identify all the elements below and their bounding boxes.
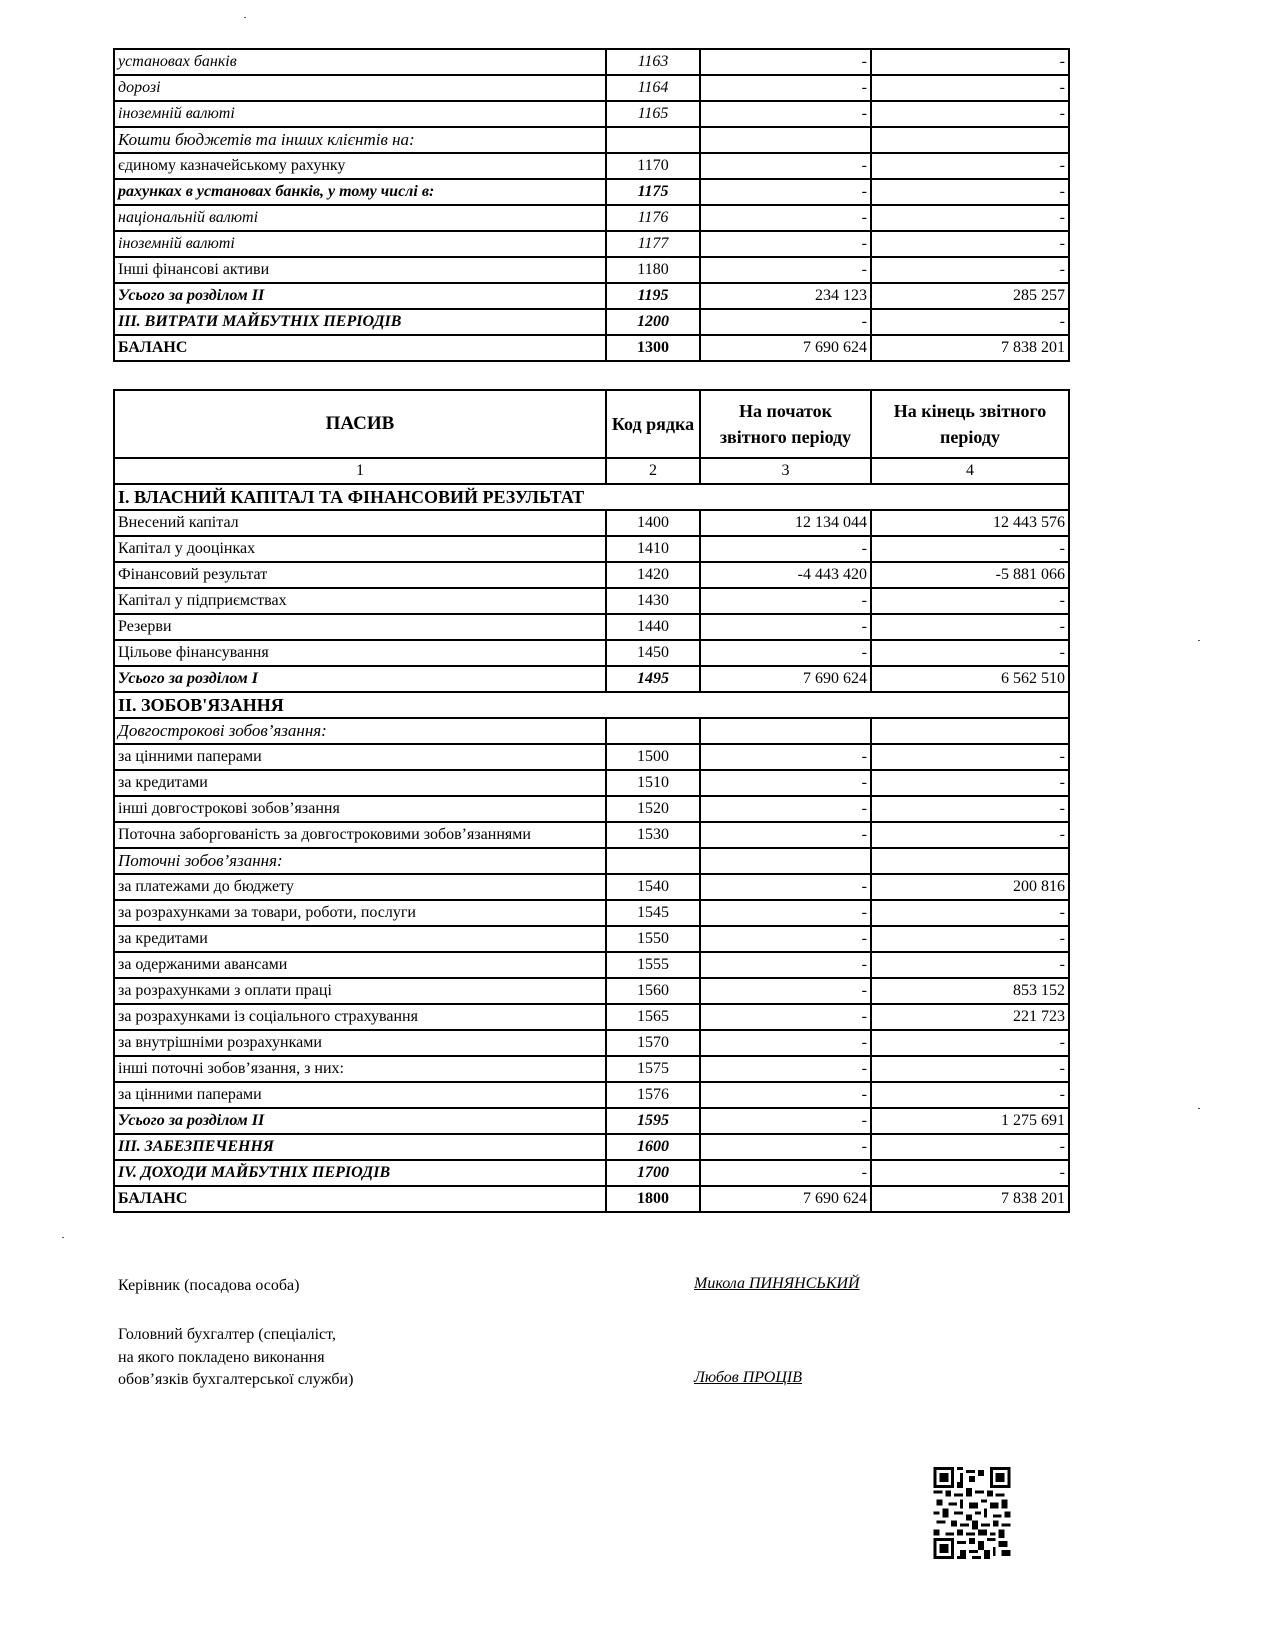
row-code: 1700 [606, 1160, 700, 1186]
value-period-end: - [871, 1160, 1069, 1186]
row-code: 1300 [606, 335, 700, 361]
table-row [114, 614, 1069, 640]
row-code: 1570 [606, 1030, 700, 1056]
value-period-end: - [871, 640, 1069, 666]
row-code: 1200 [606, 309, 700, 335]
value-period-end [871, 848, 1069, 874]
row-code: 1195 [606, 283, 700, 309]
row-code: 1530 [606, 822, 700, 848]
row-code: 1600 [606, 1134, 700, 1160]
row-label: установах банків [114, 49, 606, 75]
value-period-end: 7 838 201 [871, 1186, 1069, 1212]
row-code: 1177 [606, 231, 700, 257]
row-label: Інші фінансові активи [114, 257, 606, 283]
value-period-start [700, 848, 871, 874]
value-period-end: - [871, 770, 1069, 796]
value-period-start: 7 690 624 [700, 1186, 871, 1212]
row-label: рахунках в установах банків, у тому числі в: [114, 179, 606, 205]
table-row [114, 1004, 1069, 1030]
row-label: Внесений капітал [114, 510, 606, 536]
row-code: 1595 [606, 1108, 700, 1134]
row-label: іноземній валюті [114, 231, 606, 257]
table-row [114, 283, 1069, 309]
row-code: 1420 [606, 562, 700, 588]
column-number: 4 [871, 458, 1069, 484]
row-label: БАЛАНС [114, 1186, 606, 1212]
liabilities-table [113, 389, 1070, 1213]
accountant-title-line2: на якого покладено виконання [118, 1349, 325, 1366]
table-row [114, 562, 1069, 588]
table-row [114, 1186, 1069, 1212]
table-row [114, 49, 1069, 75]
value-period-start: - [700, 952, 871, 978]
row-label: за розрахунками за товари, роботи, послуги [114, 900, 606, 926]
table-row [114, 231, 1069, 257]
row-label: дорозі [114, 75, 606, 101]
value-period-end: - [871, 1082, 1069, 1108]
table-row [114, 309, 1069, 335]
value-period-end: - [871, 153, 1069, 179]
scan-artifact [62, 1237, 64, 1238]
scan-artifact [244, 17, 246, 18]
row-code: 1440 [606, 614, 700, 640]
value-period-start: - [700, 1160, 871, 1186]
table-row [114, 770, 1069, 796]
value-period-start: - [700, 536, 871, 562]
row-label: Фінансовий результат [114, 562, 606, 588]
section-2-title: II. ЗОБОВ'ЯЗАННЯ [114, 692, 1069, 718]
value-period-end: 1 275 691 [871, 1108, 1069, 1134]
value-period-end: - [871, 101, 1069, 127]
row-code: 1170 [606, 153, 700, 179]
row-label: Усього за розділом I [114, 666, 606, 692]
table-row [114, 822, 1069, 848]
value-period-end: - [871, 231, 1069, 257]
row-code: 1165 [606, 101, 700, 127]
row-code: 1560 [606, 978, 700, 1004]
row-code: 1430 [606, 588, 700, 614]
row-code: 1545 [606, 900, 700, 926]
header-liabilities: ПАСИВ [114, 390, 606, 458]
row-code: 1576 [606, 1082, 700, 1108]
table-row [114, 718, 1069, 744]
row-code [606, 127, 700, 153]
table-row [114, 874, 1069, 900]
value-period-end: 7 838 201 [871, 335, 1069, 361]
value-period-end [871, 127, 1069, 153]
row-code: 1495 [606, 666, 700, 692]
section-1-title: І. ВЛАСНИЙ КАПІТАЛ ТА ФІНАНСОВИЙ РЕЗУЛЬТАТ [114, 484, 1069, 510]
value-period-end: 285 257 [871, 283, 1069, 309]
value-period-end: - [871, 900, 1069, 926]
row-code: 1163 [606, 49, 700, 75]
director-title: Керівник (посадова особа) [118, 1277, 300, 1294]
row-label: за цінними паперами [114, 1082, 606, 1108]
row-label: Поточна заборгованість за довгостроковими зобов’язаннями [114, 822, 606, 848]
value-period-start: - [700, 588, 871, 614]
value-period-start [700, 718, 871, 744]
row-code: 1540 [606, 874, 700, 900]
value-period-start: - [700, 796, 871, 822]
table-row [114, 1134, 1069, 1160]
table-row [114, 978, 1069, 1004]
table-row [114, 588, 1069, 614]
value-period-start: - [700, 926, 871, 952]
value-period-end: - [871, 588, 1069, 614]
row-code: 1510 [606, 770, 700, 796]
row-code: 1575 [606, 1056, 700, 1082]
table-row [114, 536, 1069, 562]
row-label: за кредитами [114, 926, 606, 952]
value-period-start: - [700, 874, 871, 900]
row-label: Капітал у підприємствах [114, 588, 606, 614]
value-period-end: - [871, 205, 1069, 231]
value-period-start: - [700, 75, 871, 101]
scan-artifact [1198, 640, 1200, 641]
row-label: за цінними паперами [114, 744, 606, 770]
section-heading-row [114, 692, 1069, 718]
value-period-end: - [871, 179, 1069, 205]
table-row [114, 1056, 1069, 1082]
value-period-end: 221 723 [871, 1004, 1069, 1030]
row-code: 1410 [606, 536, 700, 562]
row-code: 1175 [606, 179, 700, 205]
row-label: іноземній валюті [114, 101, 606, 127]
value-period-end: - [871, 796, 1069, 822]
table-row [114, 179, 1069, 205]
value-period-end: - [871, 952, 1069, 978]
value-period-start: - [700, 1134, 871, 1160]
value-period-end: - [871, 744, 1069, 770]
header-period-start: На початок звітного періоду [700, 390, 871, 458]
value-period-end: - [871, 257, 1069, 283]
accountant-title-line1: Головний бухгалтер (спеціаліст, [118, 1326, 336, 1343]
value-period-end: - [871, 75, 1069, 101]
scan-artifact [1198, 1108, 1200, 1109]
table-row [114, 127, 1069, 153]
value-period-start: - [700, 1108, 871, 1134]
row-code: 1180 [606, 257, 700, 283]
table-row [114, 640, 1069, 666]
value-period-end: 12 443 576 [871, 510, 1069, 536]
table-row [114, 335, 1069, 361]
row-label: за розрахунками із соціального страхування [114, 1004, 606, 1030]
table-row [114, 510, 1069, 536]
value-period-start: - [700, 614, 871, 640]
table-row [114, 926, 1069, 952]
value-period-start: 7 690 624 [700, 335, 871, 361]
row-code: 1500 [606, 744, 700, 770]
row-label: за внутрішніми розрахунками [114, 1030, 606, 1056]
value-period-start: - [700, 978, 871, 1004]
row-label: БАЛАНС [114, 335, 606, 361]
row-code: 1550 [606, 926, 700, 952]
value-period-end: -5 881 066 [871, 562, 1069, 588]
director-name: Микола ПИНЯНСЬКИЙ [694, 1275, 860, 1292]
value-period-start: - [700, 1082, 871, 1108]
row-label: інші поточні зобов’язання, з них: [114, 1056, 606, 1082]
accountant-name: Любов ПРОЦІВ [694, 1369, 803, 1386]
value-period-end: - [871, 536, 1069, 562]
table-row [114, 900, 1069, 926]
table-row [114, 205, 1069, 231]
value-period-end: - [871, 309, 1069, 335]
row-code: 1565 [606, 1004, 700, 1030]
row-code: 1555 [606, 952, 700, 978]
table-row [114, 744, 1069, 770]
row-label: інші довгострокові зобов’язання [114, 796, 606, 822]
row-label: за кредитами [114, 770, 606, 796]
row-code: 1164 [606, 75, 700, 101]
column-number: 3 [700, 458, 871, 484]
row-code: 1800 [606, 1186, 700, 1212]
value-period-start: 7 690 624 [700, 666, 871, 692]
table-row [114, 1160, 1069, 1186]
header-row-code: Код рядка [606, 390, 700, 458]
table-row [114, 75, 1069, 101]
table-row [114, 952, 1069, 978]
value-period-end: - [871, 49, 1069, 75]
table-row [114, 1108, 1069, 1134]
value-period-end: - [871, 1056, 1069, 1082]
row-label: єдиному казначейському рахунку [114, 153, 606, 179]
value-period-start: - [700, 1056, 871, 1082]
row-label: Цільове фінансування [114, 640, 606, 666]
row-label: Капітал у дооцінках [114, 536, 606, 562]
value-period-start: - [700, 231, 871, 257]
row-label: Довгострокові зобов’язання: [114, 718, 606, 744]
table-row [114, 796, 1069, 822]
value-period-start: - [700, 900, 871, 926]
value-period-start: - [700, 49, 871, 75]
row-label: III. ЗАБЕЗПЕЧЕННЯ [114, 1134, 606, 1160]
value-period-end: 6 562 510 [871, 666, 1069, 692]
assets-table-tail [113, 48, 1070, 362]
value-period-end: - [871, 926, 1069, 952]
value-period-start: 12 134 044 [700, 510, 871, 536]
value-period-start: - [700, 822, 871, 848]
column-number: 1 [114, 458, 606, 484]
value-period-end [871, 718, 1069, 744]
value-period-start: 234 123 [700, 283, 871, 309]
value-period-start: - [700, 205, 871, 231]
row-code: 1176 [606, 205, 700, 231]
table-row [114, 257, 1069, 283]
value-period-end: 853 152 [871, 978, 1069, 1004]
row-label: Усього за розділом II [114, 1108, 606, 1134]
value-period-end: - [871, 1030, 1069, 1056]
value-period-start: - [700, 744, 871, 770]
header-period-end: На кінець звітного періоду [871, 390, 1069, 458]
row-label: Поточні зобов’язання: [114, 848, 606, 874]
value-period-end: - [871, 614, 1069, 640]
row-label: Кошти бюджетів та інших клієнтів на: [114, 127, 606, 153]
row-code: 1450 [606, 640, 700, 666]
value-period-end: - [871, 822, 1069, 848]
value-period-end: 200 816 [871, 874, 1069, 900]
row-label: за платежами до бюджету [114, 874, 606, 900]
value-period-start: - [700, 770, 871, 796]
column-number-row [114, 458, 1069, 484]
row-label: національній валюті [114, 205, 606, 231]
accountant-title-line3: обов’язків бухгалтерської служби) [118, 1371, 354, 1388]
row-label: Резерви [114, 614, 606, 640]
value-period-start [700, 127, 871, 153]
section-heading-row [114, 484, 1069, 510]
value-period-start: - [700, 640, 871, 666]
table-row [114, 1030, 1069, 1056]
row-label: III. ВИТРАТИ МАЙБУТНІХ ПЕРІОДІВ [114, 309, 606, 335]
value-period-start: - [700, 1004, 871, 1030]
table-row [114, 848, 1069, 874]
row-label: IV. ДОХОДИ МАЙБУТНІХ ПЕРІОДІВ [114, 1160, 606, 1186]
value-period-start: -4 443 420 [700, 562, 871, 588]
row-code: 1400 [606, 510, 700, 536]
table-header-row [114, 390, 1069, 458]
table-row [114, 666, 1069, 692]
value-period-start: - [700, 179, 871, 205]
row-code [606, 848, 700, 874]
value-period-start: - [700, 309, 871, 335]
row-code: 1520 [606, 796, 700, 822]
value-period-start: - [700, 153, 871, 179]
row-label: за розрахунками з оплати праці [114, 978, 606, 1004]
table-row [114, 1082, 1069, 1108]
row-code [606, 718, 700, 744]
row-label: за одержаними авансами [114, 952, 606, 978]
column-number: 2 [606, 458, 700, 484]
table-row [114, 153, 1069, 179]
value-period-start: - [700, 1030, 871, 1056]
qr-code-icon [933, 1467, 1011, 1559]
row-label: Усього за розділом II [114, 283, 606, 309]
value-period-start: - [700, 257, 871, 283]
value-period-end: - [871, 1134, 1069, 1160]
table-row [114, 101, 1069, 127]
value-period-start: - [700, 101, 871, 127]
